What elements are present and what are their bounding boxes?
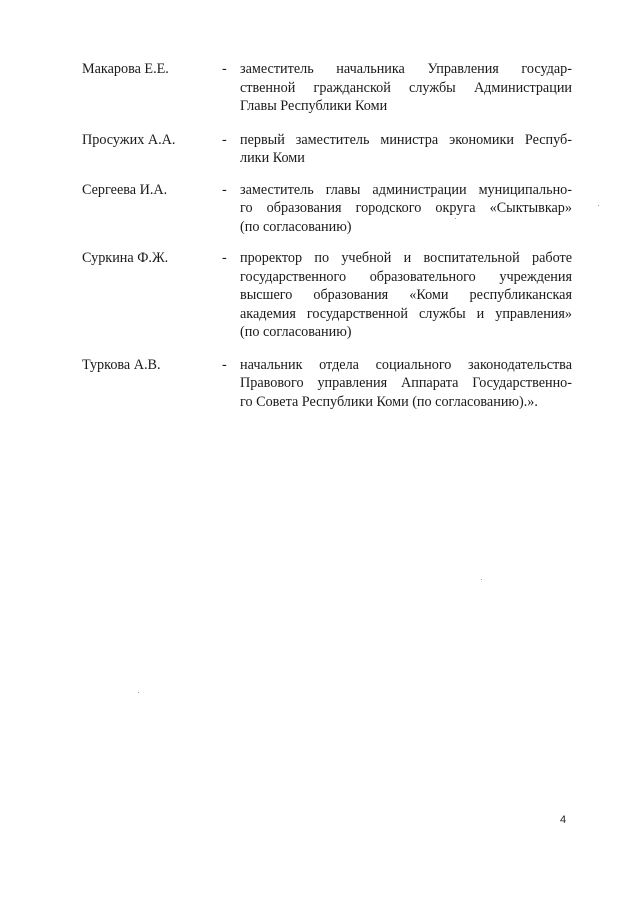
position-line: Правового управления Аппарата Государственно- [240, 375, 572, 391]
list-item [82, 181, 572, 237]
dash-separator: - [222, 131, 227, 148]
dash-separator: - [222, 181, 227, 198]
page-number: 4 [560, 814, 567, 826]
position-line: государственного образовательного учреждения [240, 268, 572, 285]
list-item [82, 131, 572, 168]
dash-separator: - [222, 250, 227, 266]
position-line: начальник отдела социального законодательства [240, 356, 572, 373]
member-name: Туркова А.В. [82, 356, 161, 373]
position-line: (по согласованию) [240, 324, 352, 340]
position-line: академия государственной службы и управления» [240, 305, 572, 322]
position-line: проректор по учебной и воспитательной работе [240, 250, 572, 266]
scan-speck [455, 218, 456, 219]
position-line: лики Коми [240, 150, 305, 166]
member-position [240, 131, 572, 168]
position-line: го Совета Республики Коми (по согласованию).». [240, 393, 538, 410]
list-item [82, 60, 572, 116]
scan-speck [481, 579, 482, 580]
member-position [240, 181, 572, 237]
position-line: заместитель начальника Управления государ- [240, 61, 572, 77]
member-list [82, 60, 572, 425]
position-line: ственной гражданской службы Администрации [240, 79, 572, 96]
scan-speck [598, 205, 599, 206]
position-line: первый заместитель министра экономики Респуб- [240, 131, 572, 148]
member-name: Сергеева И.А. [82, 181, 168, 198]
member-position [240, 356, 572, 412]
member-name: Макарова Е.Е. [82, 61, 169, 77]
dash-separator: - [222, 356, 227, 373]
position-line: заместитель главы администрации муниципально- [240, 181, 572, 198]
dash-separator: - [222, 61, 227, 77]
member-position [240, 249, 572, 342]
member-name: Просужих А.А. [82, 131, 176, 148]
list-item [82, 249, 572, 342]
member-position [240, 60, 572, 116]
position-line: го образования городского округа «Сыктывкар» [240, 200, 572, 216]
scan-speck [138, 692, 139, 693]
member-name: Суркина Ф.Ж. [82, 250, 169, 266]
position-line: высшего образования «Коми республиканская [240, 287, 572, 303]
position-line: (по согласованию) [240, 218, 352, 235]
position-line: Главы Республики Коми [240, 98, 388, 114]
list-item [82, 356, 572, 412]
